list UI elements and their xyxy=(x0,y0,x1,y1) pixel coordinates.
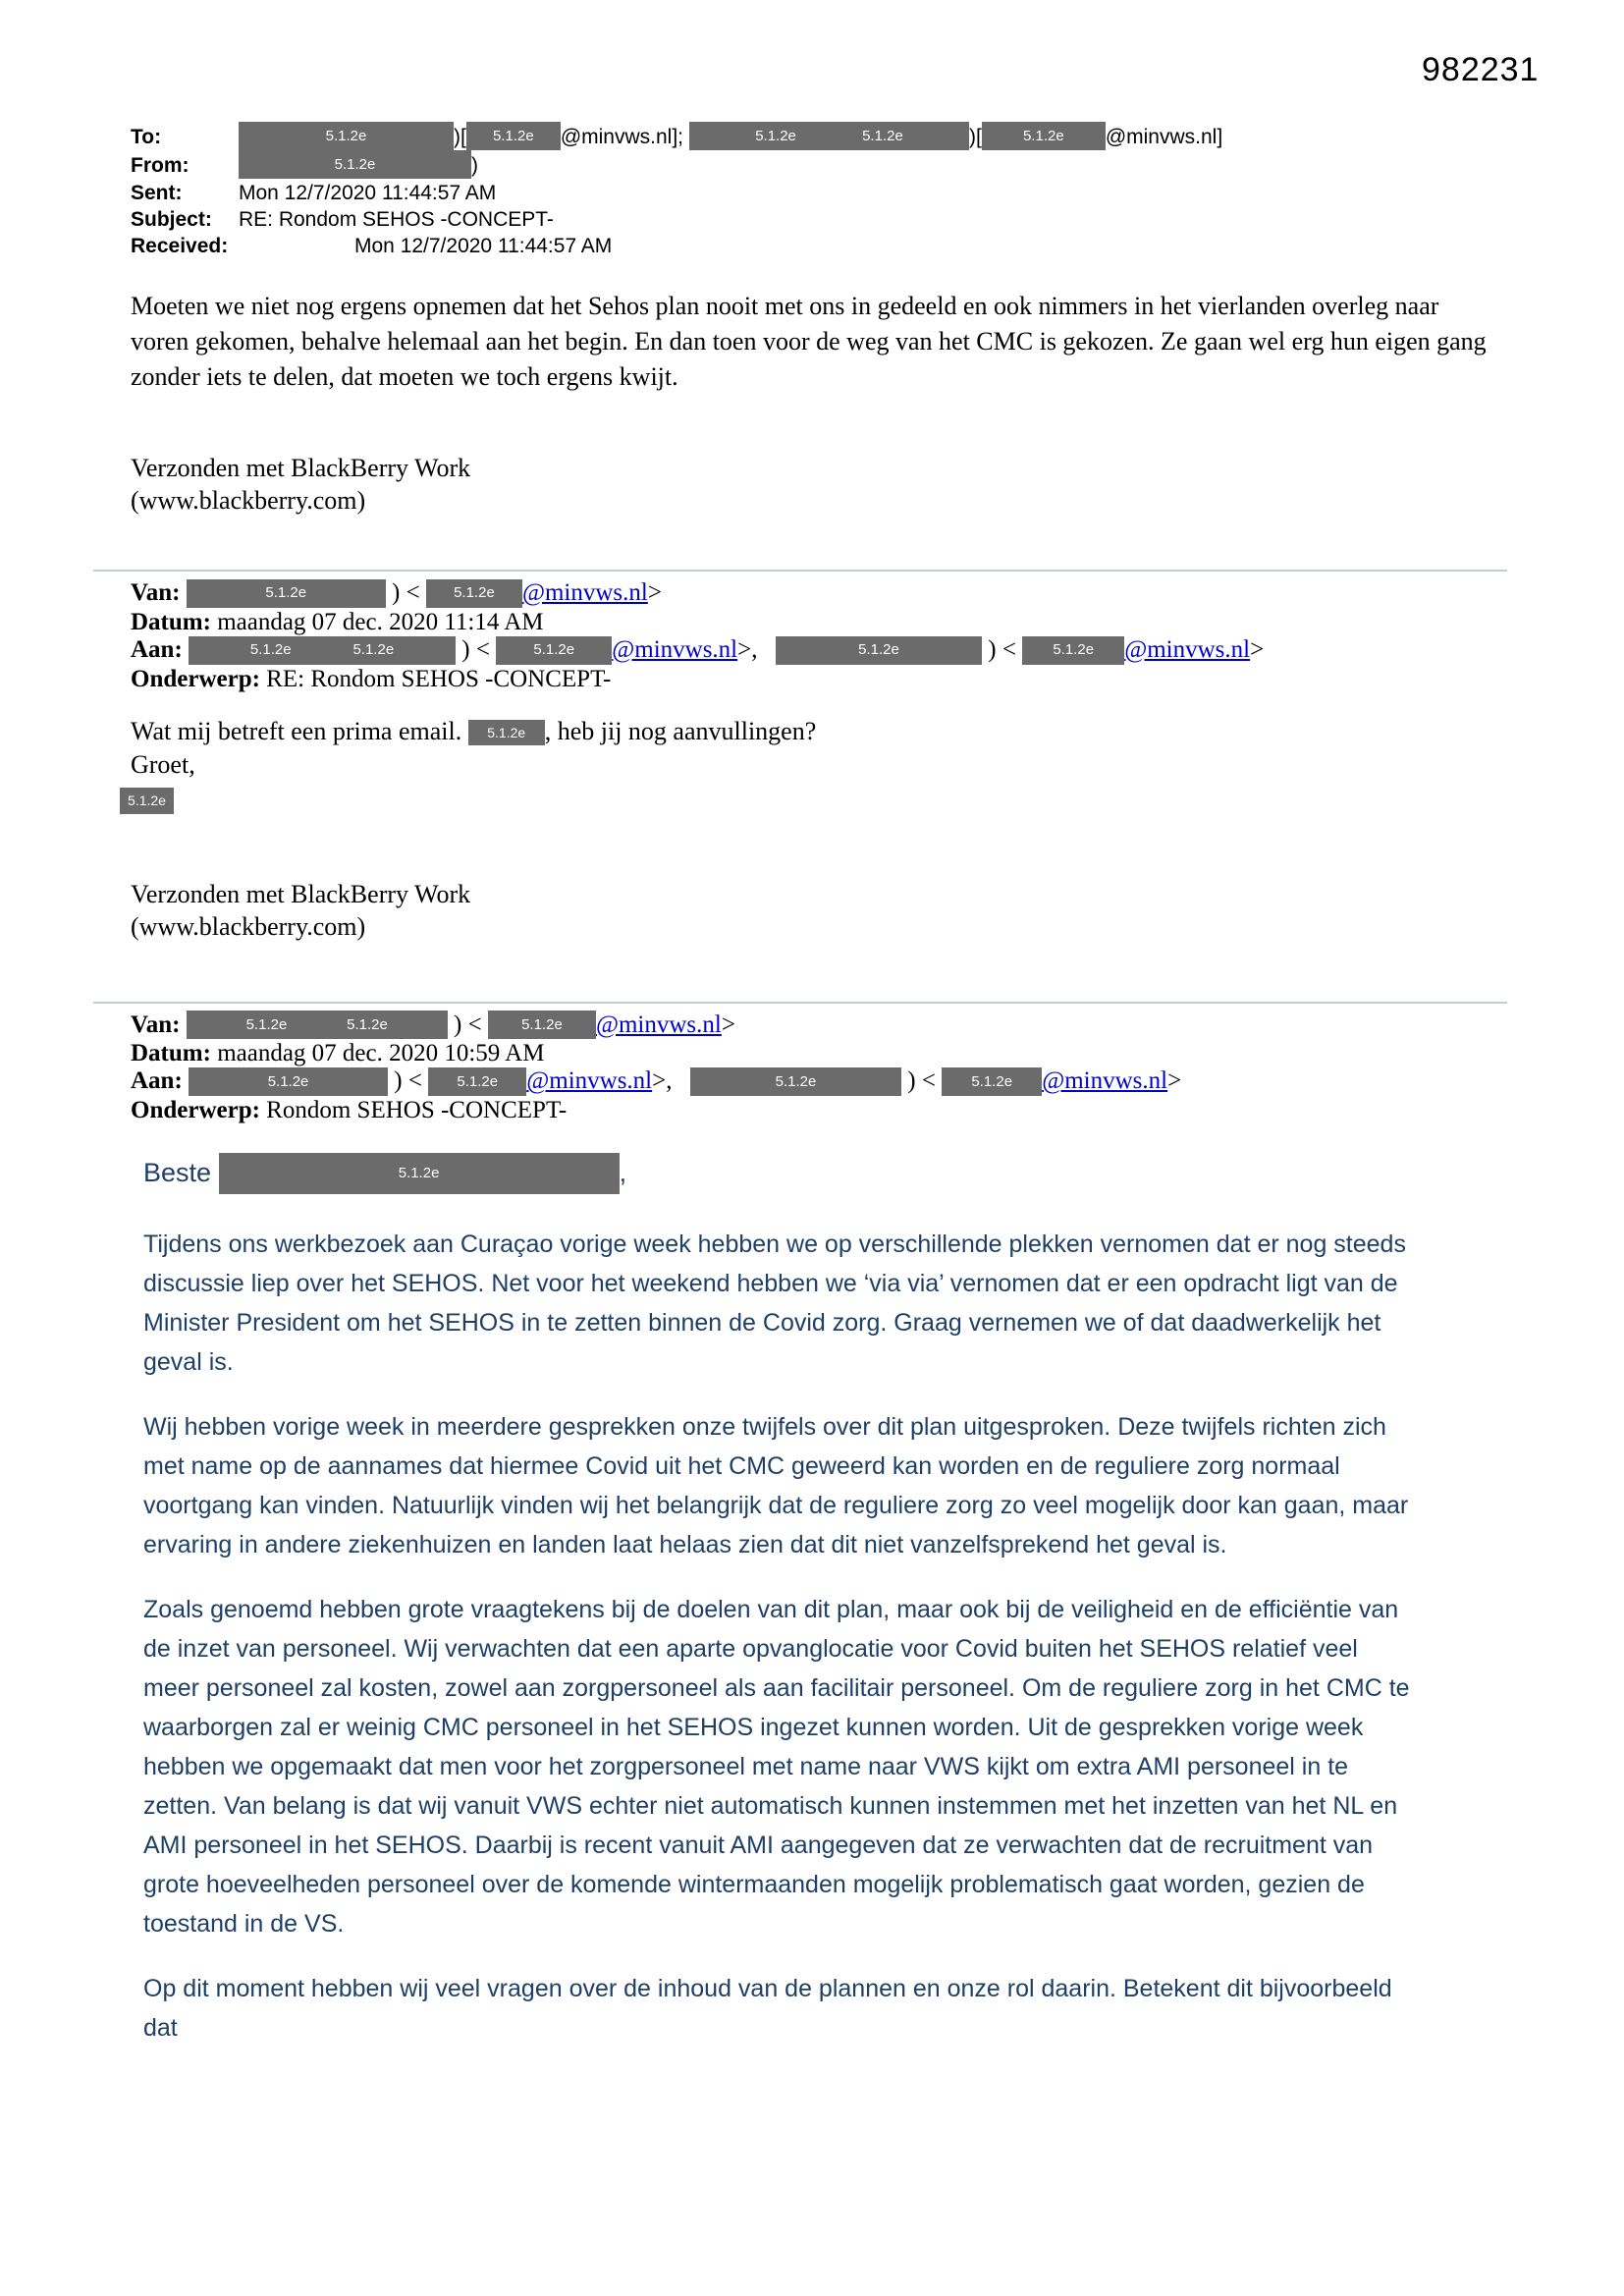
header-subject-row xyxy=(131,206,1516,233)
signature-line1: Verzonden met BlackBerry Work xyxy=(131,879,471,908)
token: > xyxy=(1250,635,1265,663)
from-label: From: xyxy=(131,154,189,177)
token: > xyxy=(1167,1067,1182,1095)
token: @minvws.nl]; xyxy=(560,126,683,148)
datum-row xyxy=(131,609,1516,636)
redaction-label: 5.1.2e xyxy=(347,1015,388,1033)
redaction-box: 5.1.2e xyxy=(496,636,612,665)
blackberry-signature xyxy=(131,452,1516,517)
redaction-box: 5.1.2e xyxy=(120,788,174,814)
message2-groet: Groet, xyxy=(131,749,195,779)
redaction-box: 5.1.2e xyxy=(189,1067,388,1096)
onderwerp-label: Onderwerp: xyxy=(131,665,260,692)
sent-value: Mon 12/7/2020 11:44:57 AM xyxy=(239,182,497,204)
datum-label: Datum: xyxy=(131,608,211,635)
redaction-box: 5.1.2e xyxy=(468,720,545,745)
sent-label: Sent: xyxy=(131,182,183,204)
token: ) < xyxy=(394,1067,422,1095)
signature-line2: (www.blackberry.com) xyxy=(131,911,366,941)
header-to-row xyxy=(131,123,1516,151)
redaction-box: 5.1.2e xyxy=(690,1067,901,1096)
token: >, xyxy=(652,1067,673,1095)
redaction-box: 5.1.2e xyxy=(488,1011,596,1039)
greeting-text: Beste xyxy=(143,1158,212,1188)
received-value: Mon 12/7/2020 11:44:57 AM xyxy=(354,235,613,257)
redaction-box xyxy=(189,636,456,665)
token: )[ xyxy=(454,126,466,148)
redaction-box: 5.1.2e xyxy=(187,579,386,608)
email-link[interactable]: @minvws.nl xyxy=(1124,635,1251,663)
email-link[interactable]: @minvws.nl xyxy=(526,1067,653,1095)
message2-body xyxy=(128,715,1516,815)
message2-text: , heb jij nog aanvullingen? xyxy=(544,716,817,745)
token: )[ xyxy=(969,126,982,148)
header-sent-row xyxy=(131,180,1516,206)
quoted-header-1 xyxy=(131,579,1516,693)
header-from-row xyxy=(131,151,1516,180)
datum-row xyxy=(131,1040,1516,1067)
datum-value: maandag 07 dec. 2020 10:59 AM xyxy=(217,1040,545,1067)
subject-label: Subject: xyxy=(131,208,212,231)
token: > xyxy=(721,1011,735,1038)
datum-label: Datum: xyxy=(131,1040,211,1067)
aan-row xyxy=(131,1067,1516,1097)
subject-value: RE: Rondom SEHOS -CONCEPT- xyxy=(239,208,554,231)
quoted-header-2 xyxy=(131,1011,1516,1125)
onderwerp-row xyxy=(131,666,1516,693)
token: ) < xyxy=(392,579,420,606)
token: > xyxy=(647,579,662,606)
redaction-label: 5.1.2e xyxy=(245,1015,288,1033)
message2-line1 xyxy=(131,715,1516,748)
onderwerp-value: RE: Rondom SEHOS -CONCEPT- xyxy=(266,665,612,692)
email-link[interactable]: @minvws.nl xyxy=(1042,1067,1168,1095)
redaction-box: 5.1.2e xyxy=(428,1067,526,1096)
message3-greeting xyxy=(131,1152,1516,1195)
email-link[interactable]: @minvws.nl xyxy=(595,1011,722,1038)
greeting-comma: , xyxy=(619,1158,627,1188)
redaction-label: 5.1.2e xyxy=(249,641,292,659)
token: ) < xyxy=(907,1067,936,1095)
message2-text: Wat mij betreft een prima email. xyxy=(131,716,462,745)
van-label: Van: xyxy=(131,1011,181,1038)
token: >, xyxy=(737,635,758,663)
redaction-label: 5.1.2e xyxy=(862,128,903,144)
redaction-box xyxy=(689,122,969,150)
to-label: To: xyxy=(131,126,162,148)
redaction-label: 5.1.2e xyxy=(352,641,395,659)
redaction-box xyxy=(187,1011,448,1039)
separator-line xyxy=(93,1002,1507,1004)
email-link[interactable]: @minvws.nl xyxy=(521,579,648,606)
redaction-box: 5.1.2e xyxy=(1022,636,1124,665)
redaction-box: 5.1.2e xyxy=(776,636,982,665)
aan-row xyxy=(131,636,1516,666)
message3-paragraph-3: Zoals genoemd hebben grote vraagtekens bij de doelen van dit plan, maar ook bij de veiligheid en de efficiëntie van de inzet van personeel. Wij verwachten dat een aparte opvanglocatie voor Covid buiten het SEHOS relatief veel meer personeel zal kosten, zowel aan zorgpersoneel als aan facilitair personeel. Om de reguliere zorg in het CMC te waarborgen zal er weinig CMC personeel in het SEHOS ingezet kunnen worden. Uit de gesprekken vorige week hebben we opgemaakt dat men voor het zorgpersoneel met name naar VWS kijkt om extra AMI personeel in te zetten. Van belang is dat wij vanuit VWS echter niet automatisch kunnen instemmen met het inzetten van het NL en AMI personeel in het SEHOS. Daarbij is recent vanuit AMI aangegeven dat ze verwachten dat de recruitment van grote hoeveelheden personeel over de komende wintermaanden mogelijk problematisch gaat worden, gezien de toestand in de VS. xyxy=(143,1595,1410,1938)
separator-line xyxy=(93,570,1507,572)
redaction-box: 5.1.2e xyxy=(466,122,561,150)
message3-paragraph-4: Op dit moment hebben wij veel vragen over de inhoud van de plannen en onze rol daarin. Betekent dit bijvoorbeeld dat xyxy=(143,1974,1392,2042)
signature-line2: (www.blackberry.com) xyxy=(131,486,366,515)
redaction-box: 5.1.2e xyxy=(426,579,522,608)
email-header xyxy=(131,123,1516,259)
onderwerp-label: Onderwerp: xyxy=(131,1097,260,1124)
van-row xyxy=(131,579,1516,609)
redaction-box: 5.1.2e xyxy=(239,122,454,150)
token: ) < xyxy=(988,635,1016,663)
token: ) < xyxy=(461,635,490,663)
message3-paragraph-2: Wij hebben vorige week in meerdere gesprekken onze twijfels over dit plan uitgesproken. Deze twijfels richten zich met name op de aannames dat hiermee Covid uit het CMC geweerd kan worden en de reguliere zorg normaal voortgang kan vinden. Natuurlijk vinden wij het belangrijk dat de reguliere zorg zo veel mogelijk door kan gaan, maar ervaring in andere ziekenhuizen en landen laat helaas zien dat dit niet vanzelfsprekend het geval is. xyxy=(143,1412,1409,1558)
header-received-row xyxy=(131,233,1516,259)
onderwerp-value: Rondom SEHOS -CONCEPT- xyxy=(266,1097,568,1124)
aan-label: Aan: xyxy=(131,1067,183,1095)
van-row xyxy=(131,1011,1516,1041)
van-label: Van: xyxy=(131,579,181,606)
redaction-box: 5.1.2e xyxy=(239,150,471,179)
redaction-box: 5.1.2e xyxy=(219,1153,620,1194)
blackberry-signature xyxy=(131,878,1516,943)
onderwerp-row xyxy=(131,1097,1516,1124)
aan-label: Aan: xyxy=(131,635,183,663)
token: ) xyxy=(471,154,478,177)
datum-value: maandag 07 dec. 2020 11:14 AM xyxy=(217,608,544,635)
received-label: Received: xyxy=(131,235,229,257)
email-link[interactable]: @minvws.nl xyxy=(612,635,738,663)
redaction-box: 5.1.2e xyxy=(982,122,1106,150)
token: ) < xyxy=(454,1011,482,1038)
message3-paragraph-1: Tijdens ons werkbezoek aan Curaçao vorige week hebben we op verschillende plekken vernomen dat er nog steeds discussie liep over het SEHOS. Net voor het weekend hebben we ‘via via’ vernomen dat er een opdracht ligt van de Minister President om het SEHOS in te zetten binnen de Covid zorg. Graag vernemen we of dat daadwerkelijk het geval is. xyxy=(143,1230,1406,1376)
document-number: 982231 xyxy=(1422,51,1540,88)
redaction-box: 5.1.2e xyxy=(942,1067,1042,1096)
redaction-label: 5.1.2e xyxy=(755,128,796,144)
token: @minvws.nl] xyxy=(1105,126,1223,148)
signature-line1: Verzonden met BlackBerry Work xyxy=(131,454,471,482)
message1-body: Moeten we niet nog ergens opnemen dat het Sehos plan nooit met ons in gedeeld en ook nimmers in het vierlanden overleg naar voren gekomen, behalve helemaal aan het begin. En dan toen voor de weg van het CMC is gekozen. Ze gaan wel erg hun eigen gang zonder iets te delen, dat moeten we toch ergens kwijt. xyxy=(131,292,1487,391)
